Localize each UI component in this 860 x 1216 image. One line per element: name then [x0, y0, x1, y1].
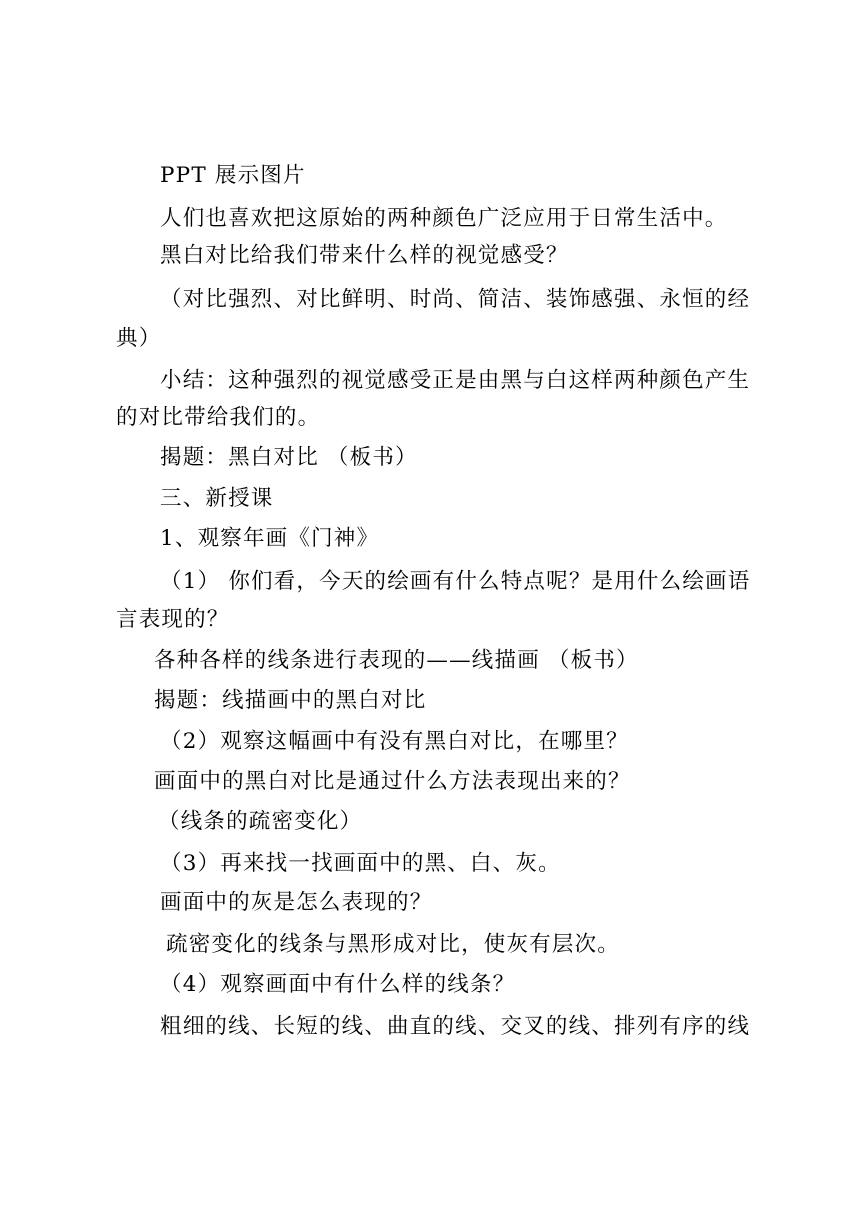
text-line: 小结：这种强烈的视觉感受正是由黑与白这样两种颜色产生 [160, 368, 751, 393]
subsection-heading: 1、观察年画《门神》 [160, 526, 380, 551]
text-line: （4）观察画面中有什么样的线条？ [160, 972, 516, 997]
text-line: （3）再来找一找画面中的黑、白、灰。 [160, 851, 561, 876]
text-line: 粗细的线、长短的线、曲直的线、交叉的线、排列有序的线 [160, 1014, 751, 1039]
text-line: 揭题：线描画中的黑白对比 [154, 688, 427, 713]
text-line: 各种各样的线条进行表现的——线描画 （板书） [154, 648, 639, 673]
text-line: 人们也喜欢把这原始的两种颜色广泛应用于日常生活中。 [160, 206, 728, 231]
text-line: 画面中的灰是怎么表现的？ [160, 890, 433, 915]
text-line: 典） [116, 326, 162, 351]
section-heading: 三、新授课 [160, 486, 274, 511]
text-line: 画面中的黑白对比是通过什么方法表现出来的？ [154, 769, 631, 794]
text-line: 的对比带给我们的。 [116, 405, 321, 430]
text-line: （1） 你们看，今天的绘画有什么特点呢？是用什么绘画语 [160, 569, 751, 594]
text-line: （线条的疏密变化） [158, 809, 363, 834]
text-line: PPT 展示图片 [160, 163, 306, 188]
text-line: （对比强烈、对比鲜明、时尚、简洁、装饰感强、永恒的经 [160, 287, 751, 312]
text-line: 疏密变化的线条与黑形成对比，使灰有层次。 [166, 932, 621, 957]
text-line: 揭题：黑白对比 （板书） [160, 445, 418, 470]
text-line: 言表现的？ [116, 607, 230, 632]
text-line: 黑白对比给我们带来什么样的视觉感受？ [160, 243, 569, 268]
text-line: （2）观察这幅画中有没有黑白对比，在哪里？ [160, 729, 629, 754]
